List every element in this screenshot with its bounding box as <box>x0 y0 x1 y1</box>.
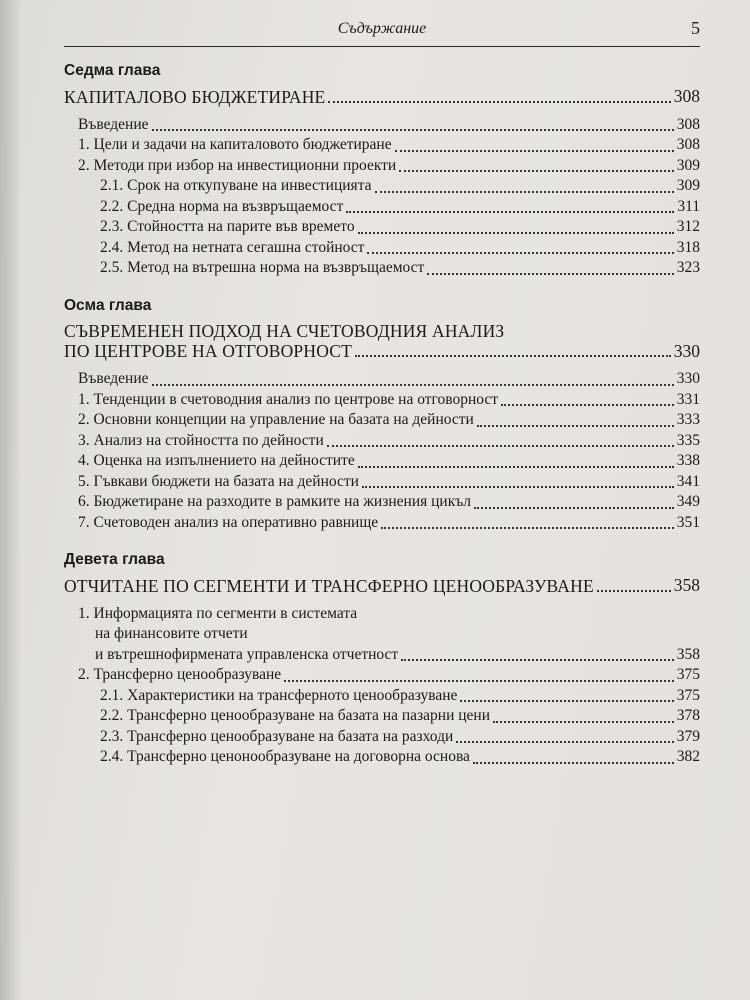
page-ref: 358 <box>676 645 700 663</box>
chapter-label: Седма глава <box>64 62 161 79</box>
toc-subentry[interactable] <box>64 258 700 279</box>
dot-leader <box>597 590 671 592</box>
page-ref: 358 <box>673 575 700 595</box>
page-number: 5 <box>691 18 700 38</box>
dot-leader <box>460 700 673 702</box>
dot-leader <box>327 445 674 447</box>
toc-entry[interactable] <box>64 492 700 513</box>
page-ref: 338 <box>676 452 700 469</box>
dot-leader <box>362 486 674 488</box>
entry-title: 2.2. Трансферно ценообразуване на базата на пазарни цени <box>100 707 491 724</box>
toc-entry[interactable] <box>64 135 700 156</box>
page-ref: 330 <box>676 370 700 387</box>
dot-leader <box>152 384 674 386</box>
chapter-label: Осма глава <box>64 296 152 314</box>
entry-title: 2.3. Трансферно ценообразуване на базата на разходи <box>100 727 454 745</box>
toc-entry-multiline[interactable] <box>64 604 700 666</box>
entry-title: 5. Гъвкави бюджети на базата на дейности <box>78 472 359 490</box>
toc-entry[interactable] <box>64 390 700 411</box>
entry-title: 7. Счетоводен анализ на оперативно равнище <box>78 513 379 531</box>
entry-title: 3. Анализ на стойността по дейности <box>78 431 324 449</box>
dot-leader <box>381 527 674 529</box>
toc-subentry[interactable] <box>64 217 700 238</box>
dot-leader <box>355 355 671 357</box>
toc-entry[interactable] <box>64 665 700 686</box>
entry-title: Въведение <box>78 115 149 133</box>
page-ref: 375 <box>676 666 700 683</box>
entry-title: 1. Цели и задачи на капиталовото бюджетиране <box>78 136 392 153</box>
toc-subentry[interactable] <box>64 686 700 707</box>
page-edge-shadow <box>0 0 22 1000</box>
entry-title-line: на финансовите отчети <box>95 625 248 642</box>
page-ref: 351 <box>676 513 700 531</box>
entry-title: 2.1. Характеристики на трансферното ценообразуване <box>100 686 458 704</box>
chapter-title-row[interactable] <box>64 86 700 107</box>
dot-leader <box>474 507 674 509</box>
page-ref: 333 <box>676 411 700 428</box>
chapter-title: ОТЧИТАНЕ ПО СЕГМЕНТИ И ТРАНСФЕРНО ЦЕНООБРАЗУВАНЕ <box>64 575 594 596</box>
dot-leader <box>346 211 674 213</box>
entry-title: 2. Основни концепции на управление на базата на дейности <box>78 411 474 428</box>
chapter-title: КАПИТАЛОВО БЮДЖЕТИРАНЕ <box>64 86 326 107</box>
toc-entry[interactable] <box>64 451 700 472</box>
table-of-contents <box>64 58 700 768</box>
dot-leader <box>456 741 674 743</box>
page-ref: 308 <box>676 136 700 153</box>
page-ref: 309 <box>676 177 700 194</box>
dot-leader <box>473 762 674 764</box>
toc-entry[interactable] <box>64 115 700 136</box>
page-ref: 311 <box>677 197 700 215</box>
page-ref: 375 <box>676 686 700 704</box>
page-ref: 309 <box>676 156 700 174</box>
page-ref: 308 <box>676 115 700 133</box>
dot-leader <box>501 404 674 406</box>
toc-subentry[interactable] <box>64 238 700 259</box>
dot-leader <box>401 659 674 661</box>
entry-title: 2. Трансферно ценообразуване <box>78 666 282 683</box>
entry-title: 2.2. Средна норма на възвръщаемост <box>100 197 344 215</box>
page-ref: 318 <box>676 238 700 256</box>
page-ref: 330 <box>673 340 700 361</box>
dot-leader <box>152 129 674 131</box>
toc-entry[interactable] <box>64 472 700 493</box>
toc-subentry[interactable] <box>64 727 700 748</box>
dot-leader <box>358 232 674 234</box>
dot-leader <box>477 425 674 427</box>
page-ref: 331 <box>676 390 700 408</box>
page-ref: 308 <box>673 86 700 106</box>
page-ref: 382 <box>676 748 700 765</box>
entry-title: Въведение <box>78 370 149 387</box>
toc-entry[interactable] <box>64 431 700 452</box>
entry-title: 2.5. Метод на вътрешна норма на възвръщаемост <box>100 259 425 276</box>
dot-leader <box>328 101 670 103</box>
toc-entry[interactable] <box>64 369 700 390</box>
toc-subentry[interactable] <box>64 197 700 218</box>
chapter-title: ПО ЦЕНТРОВЕ НА ОТГОВОРНОСТ <box>64 341 353 361</box>
dot-leader <box>358 466 674 468</box>
entry-title-line: 1. Информацията по сегменти в системата <box>78 604 358 622</box>
dot-leader <box>284 680 674 682</box>
toc-entry[interactable] <box>64 156 700 177</box>
dot-leader <box>493 721 674 723</box>
toc-subentry[interactable] <box>64 706 700 727</box>
dot-leader <box>399 170 674 172</box>
toc-entry[interactable] <box>64 410 700 431</box>
chapter-label: Девета глава <box>64 551 165 568</box>
running-head: Съдържание <box>337 20 427 37</box>
page-ref: 349 <box>676 493 700 510</box>
entry-title: 1. Тенденции в счетоводния анализ по центрове на отговорност <box>78 390 499 408</box>
page-ref: 323 <box>676 259 700 276</box>
entry-title-line: и вътрешнофирмената управленска отчетност <box>95 645 399 663</box>
entry-title: 2.4. Трансферно ценонообразуване на договорна основа <box>100 748 470 765</box>
toc-subentry[interactable] <box>64 747 700 768</box>
toc-entry[interactable] <box>64 513 700 534</box>
entry-title: 2.4. Метод на нетната сегашна стойност <box>100 238 365 256</box>
dot-leader <box>375 191 674 193</box>
entry-title: 2.1. Срок на откупуване на инвестицията <box>100 177 372 194</box>
dot-leader <box>367 252 673 254</box>
toc-subentry[interactable] <box>64 176 700 197</box>
dot-leader <box>395 150 674 152</box>
entry-title: 4. Оценка на изпълнението на дейностите <box>78 452 355 469</box>
entry-last-line <box>64 645 700 666</box>
page-ref: 379 <box>676 727 700 745</box>
page-header <box>64 18 700 47</box>
chapter-title-line: СЪВРЕМЕНЕН ПОДХОД НА СЧЕТОВОДНИЯ АНАЛИЗ <box>64 320 505 341</box>
page-ref: 335 <box>676 431 700 449</box>
page-ref: 341 <box>676 472 700 490</box>
entry-title: 2.3. Стойността на парите във времето <box>100 218 355 235</box>
chapter-title-row[interactable] <box>64 575 700 596</box>
entry-title: 2. Методи при избор на инвестиционни проекти <box>78 156 397 174</box>
dot-leader <box>427 273 673 275</box>
page-ref: 312 <box>676 218 700 235</box>
entry-title: 6. Бюджетиране на разходите в рамките на жизнения цикъл <box>78 493 471 510</box>
page-ref: 378 <box>676 707 700 724</box>
chapter-title-row[interactable] <box>64 341 700 362</box>
